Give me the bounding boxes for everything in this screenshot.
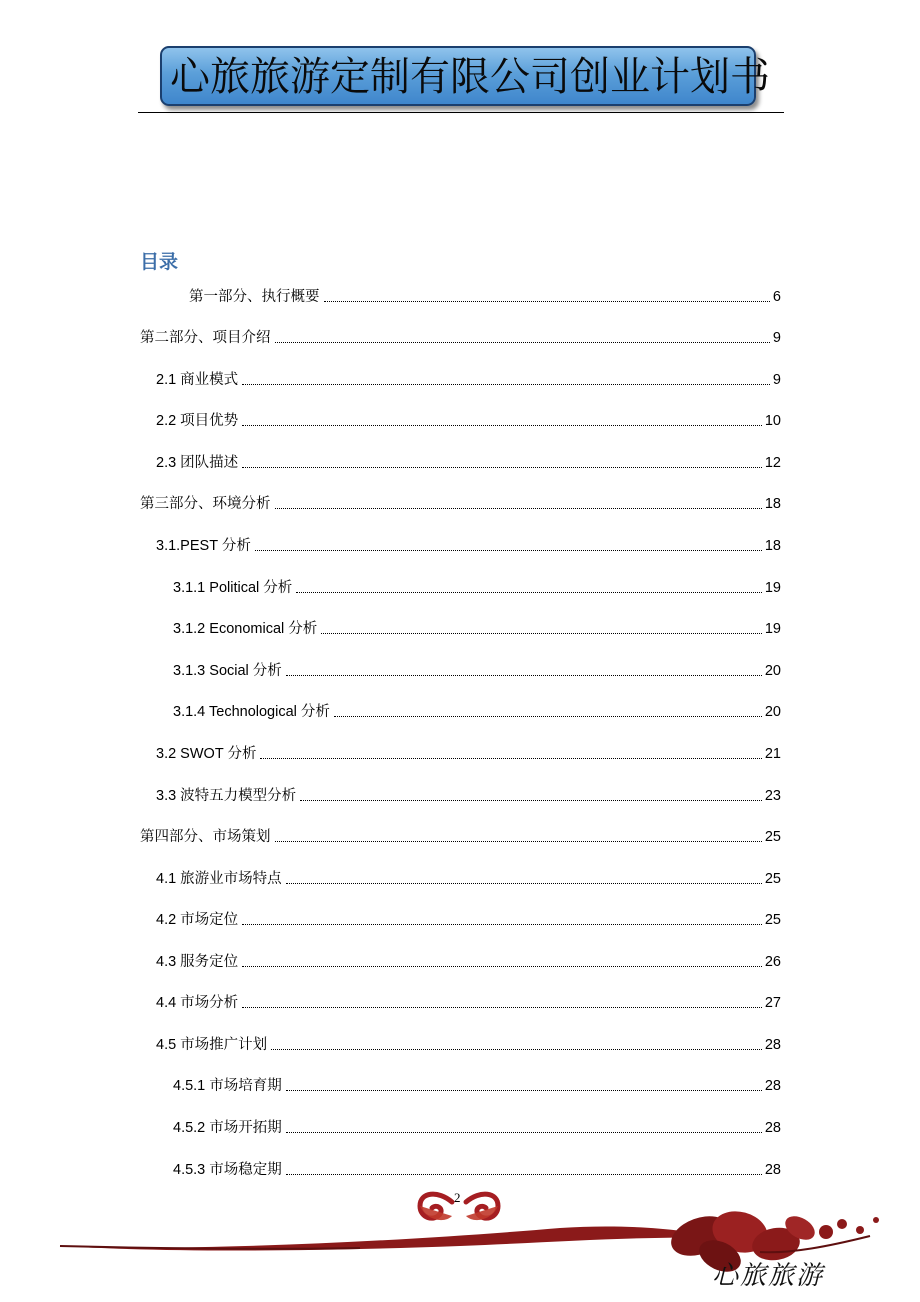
toc-entry[interactable] — [156, 742, 781, 764]
toc-entry[interactable] — [140, 326, 781, 348]
toc-entry-page: 10 — [764, 413, 781, 429]
toc-entry-page: 27 — [764, 995, 781, 1011]
toc-entry-label: 4.5.2 市场开拓期 — [173, 1120, 282, 1136]
toc-entry-page: 25 — [764, 829, 781, 845]
toc-entry[interactable] — [140, 492, 781, 514]
toc-entry-page: 6 — [772, 289, 781, 305]
toc-entry[interactable] — [156, 409, 781, 431]
toc-entry[interactable] — [156, 784, 781, 806]
toc-entry-page: 25 — [764, 871, 781, 887]
toc-entry-page: 28 — [764, 1078, 781, 1094]
toc-leader-dots — [286, 1132, 762, 1133]
footer-brand-text: 心旅旅游 — [712, 1261, 825, 1291]
toc-entry[interactable] — [156, 950, 781, 972]
toc-leader-dots — [275, 508, 762, 509]
toc-entry-page: 18 — [764, 538, 781, 554]
toc-leader-dots — [242, 467, 762, 468]
toc-entry-label: 第三部分、环境分析 — [140, 496, 271, 512]
toc-leader-dots — [242, 966, 762, 967]
toc-entry-page: 12 — [764, 455, 781, 471]
toc-entry-page: 20 — [764, 704, 781, 720]
toc-entry-page: 23 — [764, 788, 781, 804]
toc-entry-page: 26 — [764, 954, 781, 970]
toc-leader-dots — [334, 716, 762, 717]
toc-entry[interactable] — [189, 285, 781, 307]
toc-entry-label: 4.4 市场分析 — [156, 995, 239, 1011]
toc-entry-label: 3.1.4 Technological 分析 — [173, 704, 330, 720]
toc-leader-dots — [286, 675, 762, 676]
toc-leader-dots — [286, 1090, 762, 1091]
toc-entry-label: 4.5 市场推广计划 — [156, 1037, 268, 1053]
toc-entry-label: 第四部分、市场策划 — [140, 829, 271, 845]
toc-entry-label: 2.2 项目优势 — [156, 413, 239, 429]
document-title: 心旅旅游定制有限公司创业计划书 — [170, 54, 770, 100]
toc-entry-label: 3.1.PEST 分析 — [156, 538, 251, 554]
toc-leader-dots — [242, 384, 770, 385]
toc-entry[interactable] — [156, 1033, 781, 1055]
toc-entry-label: 第二部分、项目介绍 — [140, 330, 271, 346]
toc-entry[interactable] — [156, 451, 781, 473]
toc-leader-dots — [242, 425, 762, 426]
title-banner — [160, 46, 770, 106]
toc-entry[interactable] — [156, 534, 781, 556]
toc-entry[interactable] — [173, 1158, 781, 1180]
toc-entry-label: 4.5.3 市场稳定期 — [173, 1162, 282, 1178]
toc-entry-label: 4.2 市场定位 — [156, 912, 239, 928]
toc-entry-page: 28 — [764, 1037, 781, 1053]
toc-leader-dots — [300, 800, 762, 801]
toc-leader-dots — [242, 924, 762, 925]
toc-entry-label: 4.3 服务定位 — [156, 954, 239, 970]
toc-entry-label: 4.5.1 市场培育期 — [173, 1078, 282, 1094]
toc-entry-label: 3.2 SWOT 分析 — [156, 746, 257, 762]
toc-entry-page: 9 — [772, 330, 781, 346]
toc-entry[interactable] — [173, 617, 781, 639]
toc-entry[interactable] — [173, 1074, 781, 1096]
toc-entry[interactable] — [173, 1116, 781, 1138]
toc-entry-page: 18 — [764, 496, 781, 512]
toc-entry[interactable] — [173, 659, 781, 681]
toc-entry-label: 2.3 团队描述 — [156, 455, 239, 471]
toc-entry-label: 3.3 波特五力模型分析 — [156, 788, 297, 804]
toc-leader-dots — [296, 592, 762, 593]
toc-leader-dots — [321, 633, 762, 634]
page-number: 2 — [454, 1190, 461, 1205]
toc-entry[interactable] — [156, 368, 781, 390]
toc-entry[interactable] — [173, 576, 781, 598]
toc-entry-page: 28 — [764, 1162, 781, 1178]
toc-entry-label: 3.1.1 Political 分析 — [173, 580, 293, 596]
toc-heading: 目录 — [140, 251, 179, 273]
toc-entry-label: 2.1 商业模式 — [156, 372, 239, 388]
toc-entry-page: 28 — [764, 1120, 781, 1136]
toc-entry-page: 19 — [764, 621, 781, 637]
header-divider — [138, 112, 784, 113]
toc-entry-page: 9 — [772, 372, 781, 388]
toc-leader-dots — [275, 342, 770, 343]
toc-leader-dots — [286, 1174, 762, 1175]
toc-entry[interactable] — [140, 825, 781, 847]
toc-leader-dots — [242, 1007, 762, 1008]
toc-entry-page: 19 — [764, 580, 781, 596]
toc-entry-page: 25 — [764, 912, 781, 928]
swirl-ornament-right-icon — [466, 1194, 498, 1220]
swirl-ornament-left-icon — [420, 1194, 452, 1220]
toc-entry[interactable] — [156, 867, 781, 889]
toc-entry-page: 21 — [764, 746, 781, 762]
brush-stroke — [60, 1226, 720, 1250]
toc-entry-label: 第一部分、执行概要 — [189, 289, 320, 305]
toc-leader-dots — [260, 758, 761, 759]
toc-entry[interactable] — [156, 991, 781, 1013]
toc-leader-dots — [255, 550, 762, 551]
toc-entry-page: 20 — [764, 663, 781, 679]
toc-leader-dots — [275, 841, 762, 842]
toc-entry[interactable] — [173, 700, 781, 722]
toc-leader-dots — [286, 883, 762, 884]
toc-entry-label: 4.1 旅游业市场特点 — [156, 871, 282, 887]
toc-entry-label: 3.1.2 Economical 分析 — [173, 621, 318, 637]
toc-leader-dots — [271, 1049, 762, 1050]
toc-entry[interactable] — [156, 908, 781, 930]
toc-leader-dots — [324, 301, 770, 302]
toc-entry-label: 3.1.3 Social 分析 — [173, 663, 282, 679]
